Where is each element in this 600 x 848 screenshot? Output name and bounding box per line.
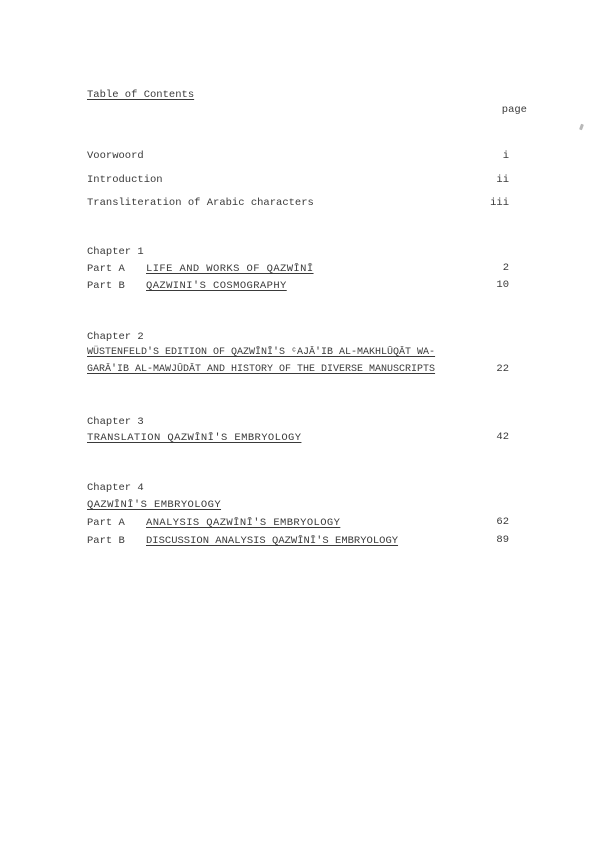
- toc-page-transliteration: iii: [490, 197, 509, 209]
- chapter-4-part-b-page: 89: [496, 534, 509, 546]
- chapter-3-title: TRANSLATION QAZWĪNĪ'S EMBRYOLOGY: [87, 432, 302, 444]
- chapter-1-part-a-page: 2: [502, 262, 509, 274]
- chapter-3-heading: Chapter 3: [87, 416, 144, 428]
- toc-entry-voorwoord: Voorwoord: [87, 150, 144, 162]
- chapter-2-page: 22: [496, 363, 509, 375]
- chapter-2-title-line-2: GARĀ'IB AL-MAWJŪDĀT AND HISTORY OF THE DIVERSE MANUSCRIPTS: [87, 364, 436, 375]
- chapter-1-part-b-title: QAZWINI'S COSMOGRAPHY: [146, 280, 287, 292]
- chapter-1-part-b-label: Part B: [87, 280, 125, 292]
- chapter-1-part-b-page: 10: [496, 279, 509, 291]
- chapter-1-part-a-label: Part A: [87, 263, 125, 275]
- chapter-4-subtitle: QAZWĪNĪ'S EMBRYOLOGY: [87, 499, 222, 511]
- chapter-4-heading: Chapter 4: [87, 482, 144, 494]
- chapter-1-heading: Chapter 1: [87, 246, 144, 258]
- chapter-4-part-b-title: DISCUSSION ANALYSIS QAZWĪNĪ'S EMBRYOLOGY: [146, 535, 399, 547]
- chapter-4-part-a-page: 62: [496, 516, 509, 528]
- chapter-4-part-b-label: Part B: [87, 535, 125, 547]
- toc-page-introduction: ii: [496, 174, 509, 186]
- chapter-2-heading: Chapter 2: [87, 331, 144, 343]
- chapter-3-page: 42: [496, 431, 509, 443]
- chapter-4-part-a-label: Part A: [87, 517, 125, 529]
- page-column-header: page: [501, 104, 527, 116]
- toc-title: Table of Contents: [87, 89, 195, 101]
- toc-page-voorwoord: i: [502, 150, 509, 162]
- chapter-4-part-a-title: ANALYSIS QAZWĪNĪ'S EMBRYOLOGY: [146, 517, 341, 529]
- chapter-1-part-a-title: LIFE AND WORKS OF QAZWĪNĪ: [146, 263, 314, 275]
- stray-mark: [579, 124, 584, 131]
- chapter-2-title-line-1: WÜSTENFELD'S EDITION OF QAZWĪNĪ'S ᶜAJĀ'IB AL-MAKHLŪQĀT WA-: [87, 347, 436, 358]
- toc-entry-transliteration: Transliteration of Arabic characters: [87, 197, 314, 209]
- toc-entry-introduction: Introduction: [87, 174, 163, 186]
